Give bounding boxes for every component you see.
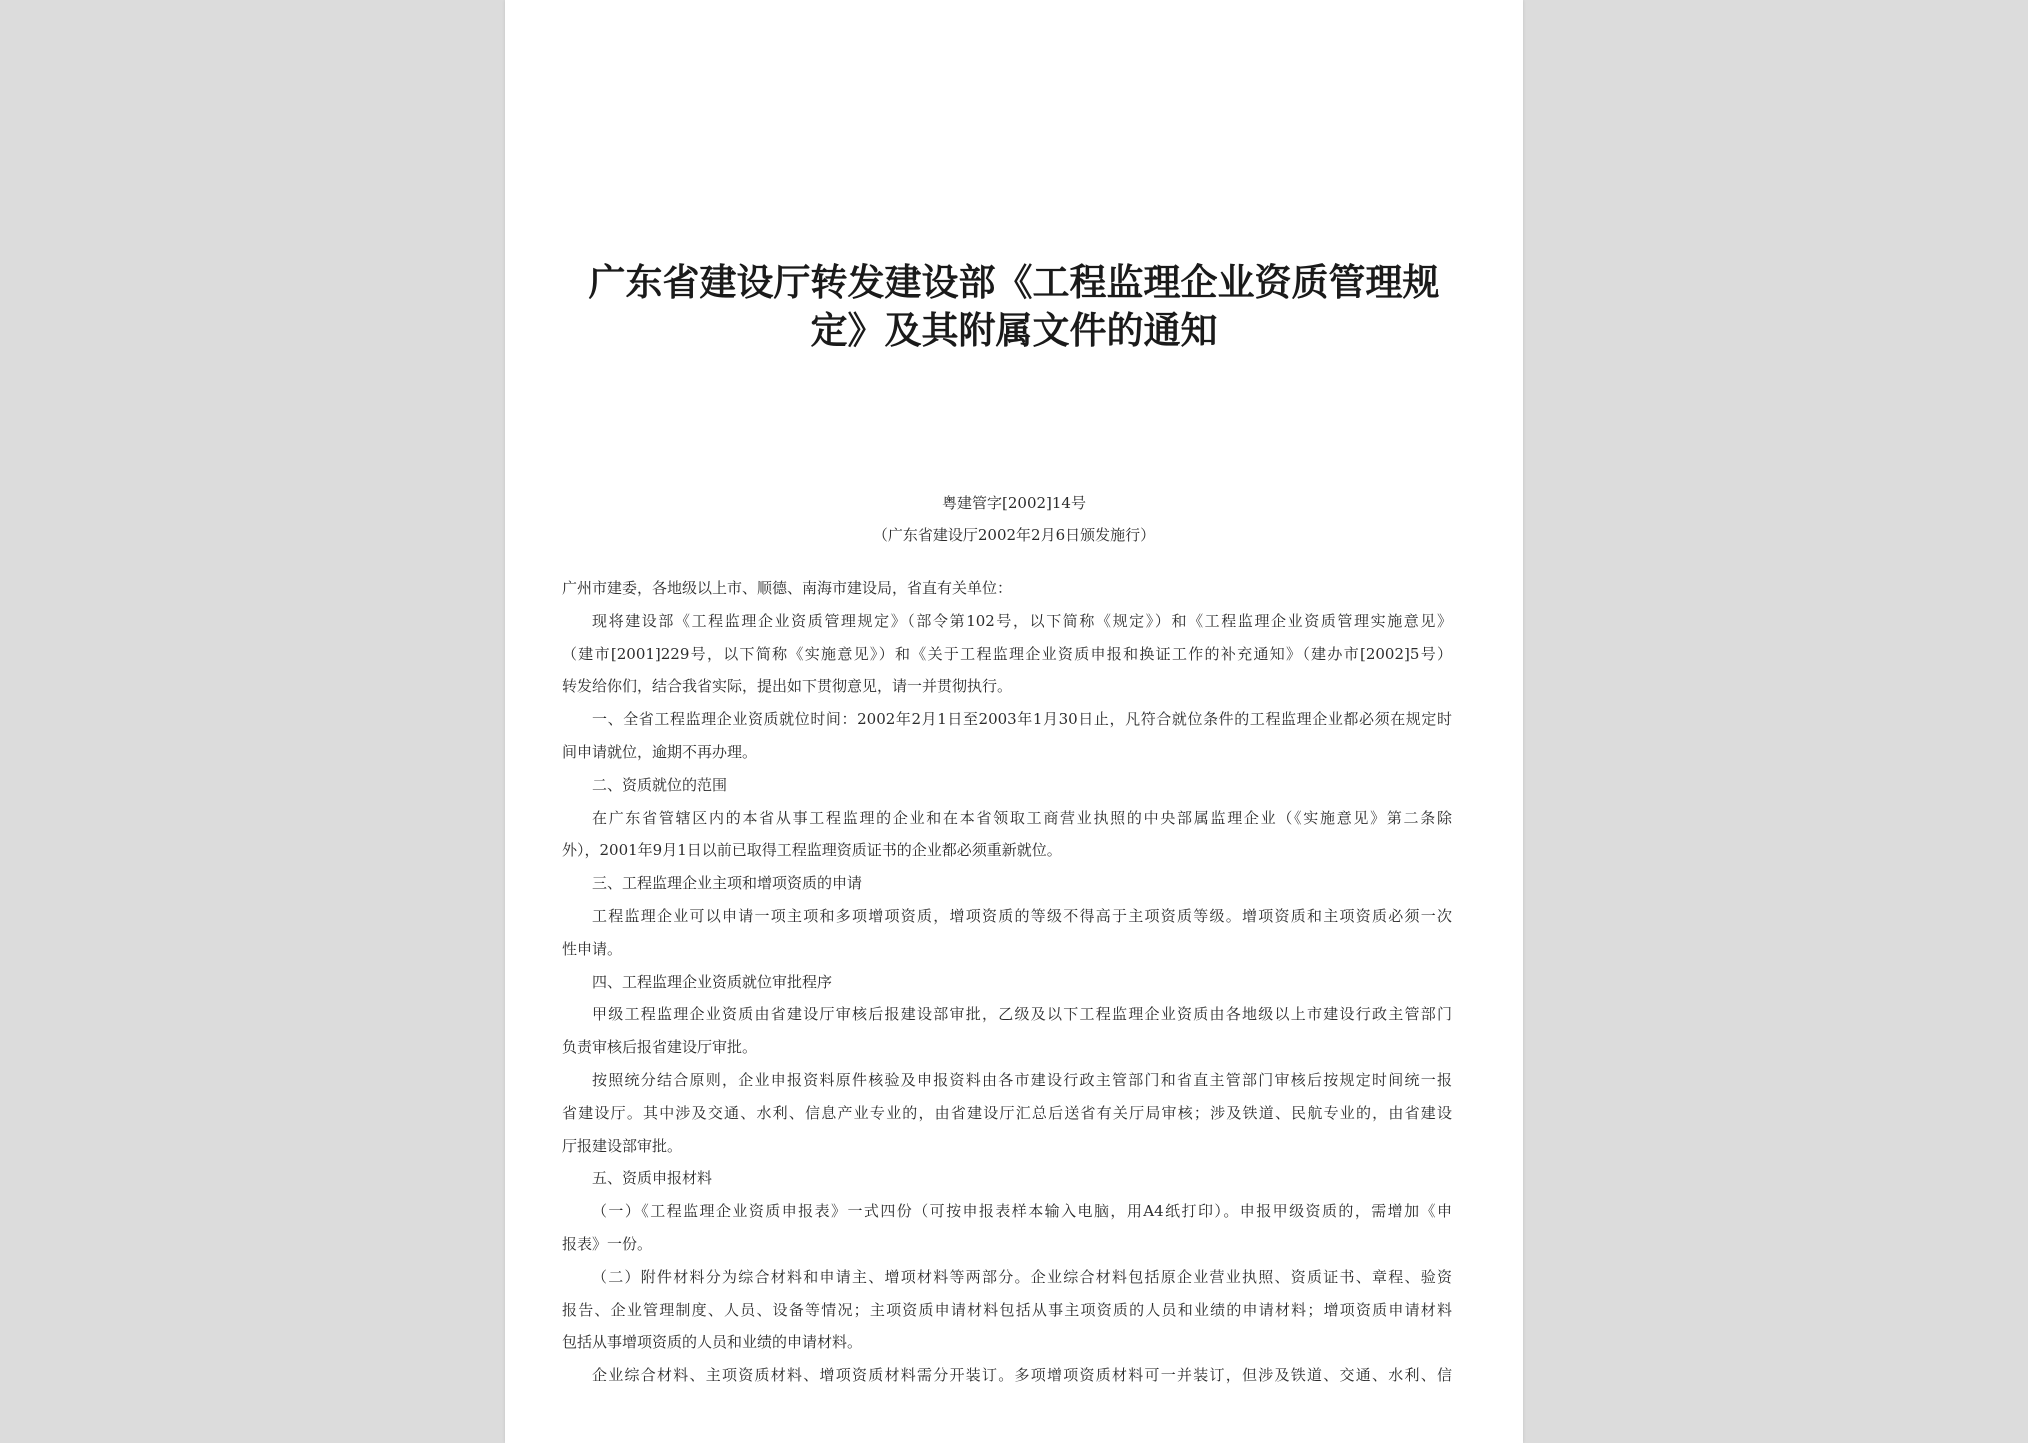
document-title	[545, 258, 1483, 354]
body-line: 甲级工程监理企业资质由省建设厅审核后报建设部审批，乙级及以下工程监理企业资质由各地级以上市建设行政主管部门	[592, 1005, 1452, 1024]
document-body	[562, 572, 1452, 1392]
body-line: 间申请就位，逾期不再办理。	[562, 742, 758, 761]
body-line: 广州市建委，各地级以上市、顺德、南海市建设局，省直有关单位：	[562, 579, 1013, 597]
body-line: 报表》一份。	[562, 1234, 653, 1253]
body-line: 包括从事增项资质的人员和业绩的申请材料。	[562, 1333, 863, 1352]
body-line: 厅报建设部审批。	[562, 1136, 683, 1155]
body-line: 省建设厅。其中涉及交通、水利、信息产业专业的，由省建设厅汇总后送省有关厅局审核；涉及铁道、民航专业的，由省建设	[562, 1103, 1452, 1122]
body-line: （二）附件材料分为综合材料和申请主、增项材料等两部分。企业综合材料包括原企业营业执照、资质证书、章程、验资	[592, 1267, 1452, 1286]
document-number: 粤建管字[2002]14号	[942, 494, 1086, 512]
body-line: 性申请。	[562, 939, 623, 958]
body-line: 四、工程监理企业资质就位审批程序	[592, 972, 833, 991]
body-line: 转发给你们，结合我省实际，提出如下贯彻意见，请一并贯彻执行。	[562, 677, 1013, 696]
document-page	[505, 0, 1523, 1443]
body-line: 五、资质申报材料	[592, 1169, 713, 1188]
body-line: （建市[2001]229号，以下简称《实施意见》）和《关于工程监理企业资质申报和换证工作的补充通知》（建办市[2002]5号）	[562, 644, 1452, 663]
title-line: 广东省建设厅转发建设部《工程监理企业资质管理规	[588, 260, 1440, 304]
body-line: 企业综合材料、主项资质材料、增项资质材料需分开装订。多项增项资质材料可一并装订，但涉及铁道、交通、水利、信	[592, 1366, 1452, 1385]
body-line: 现将建设部《工程监理企业资质管理规定》（部令第102号，以下简称《规定》）和《工程监理企业资质管理实施意见》	[592, 611, 1452, 630]
body-line: 负责审核后报省建设厅审批。	[562, 1038, 758, 1057]
body-line: 二、资质就位的范围	[592, 775, 728, 794]
issue-date-note: （广东省建设厅2002年2月6日颁发施行）	[872, 526, 1156, 544]
body-line: 一、全省工程监理企业资质就位时间：2002年2月1日至2003年1月30日止，凡符合就位条件的工程监理企业都必须在规定时	[592, 710, 1452, 729]
body-line: 三、工程监理企业主项和增项资质的申请	[592, 874, 863, 893]
body-line: （一）《工程监理企业资质申报表》一式四份（可按申报表样本输入电脑，用A4纸打印）。申报甲级资质的，需增加《申	[592, 1202, 1452, 1221]
body-line: 按照统分结合原则，企业申报资料原件核验及申报资料由各市建设行政主管部门和省直主管部门审核后按规定时间统一报	[592, 1070, 1452, 1089]
body-line: 报告、企业管理制度、人员、设备等情况；主项资质申请材料包括从事主项资质的人员和业绩的申请材料；增项资质申请材料	[562, 1300, 1452, 1319]
title-line: 定》及其附属文件的通知	[810, 308, 1218, 352]
body-line: 工程监理企业可以申请一项主项和多项增项资质，增项资质的等级不得高于主项资质等级。增项资质和主项资质必须一次	[592, 906, 1452, 925]
body-line: 外），2001年9月1日以前已取得工程监理资质证书的企业都必须重新就位。	[562, 841, 1062, 860]
body-line: 在广东省管辖区内的本省从事工程监理的企业和在本省领取工商营业执照的中央部属监理企业（《实施意见》第二条除	[592, 808, 1452, 827]
